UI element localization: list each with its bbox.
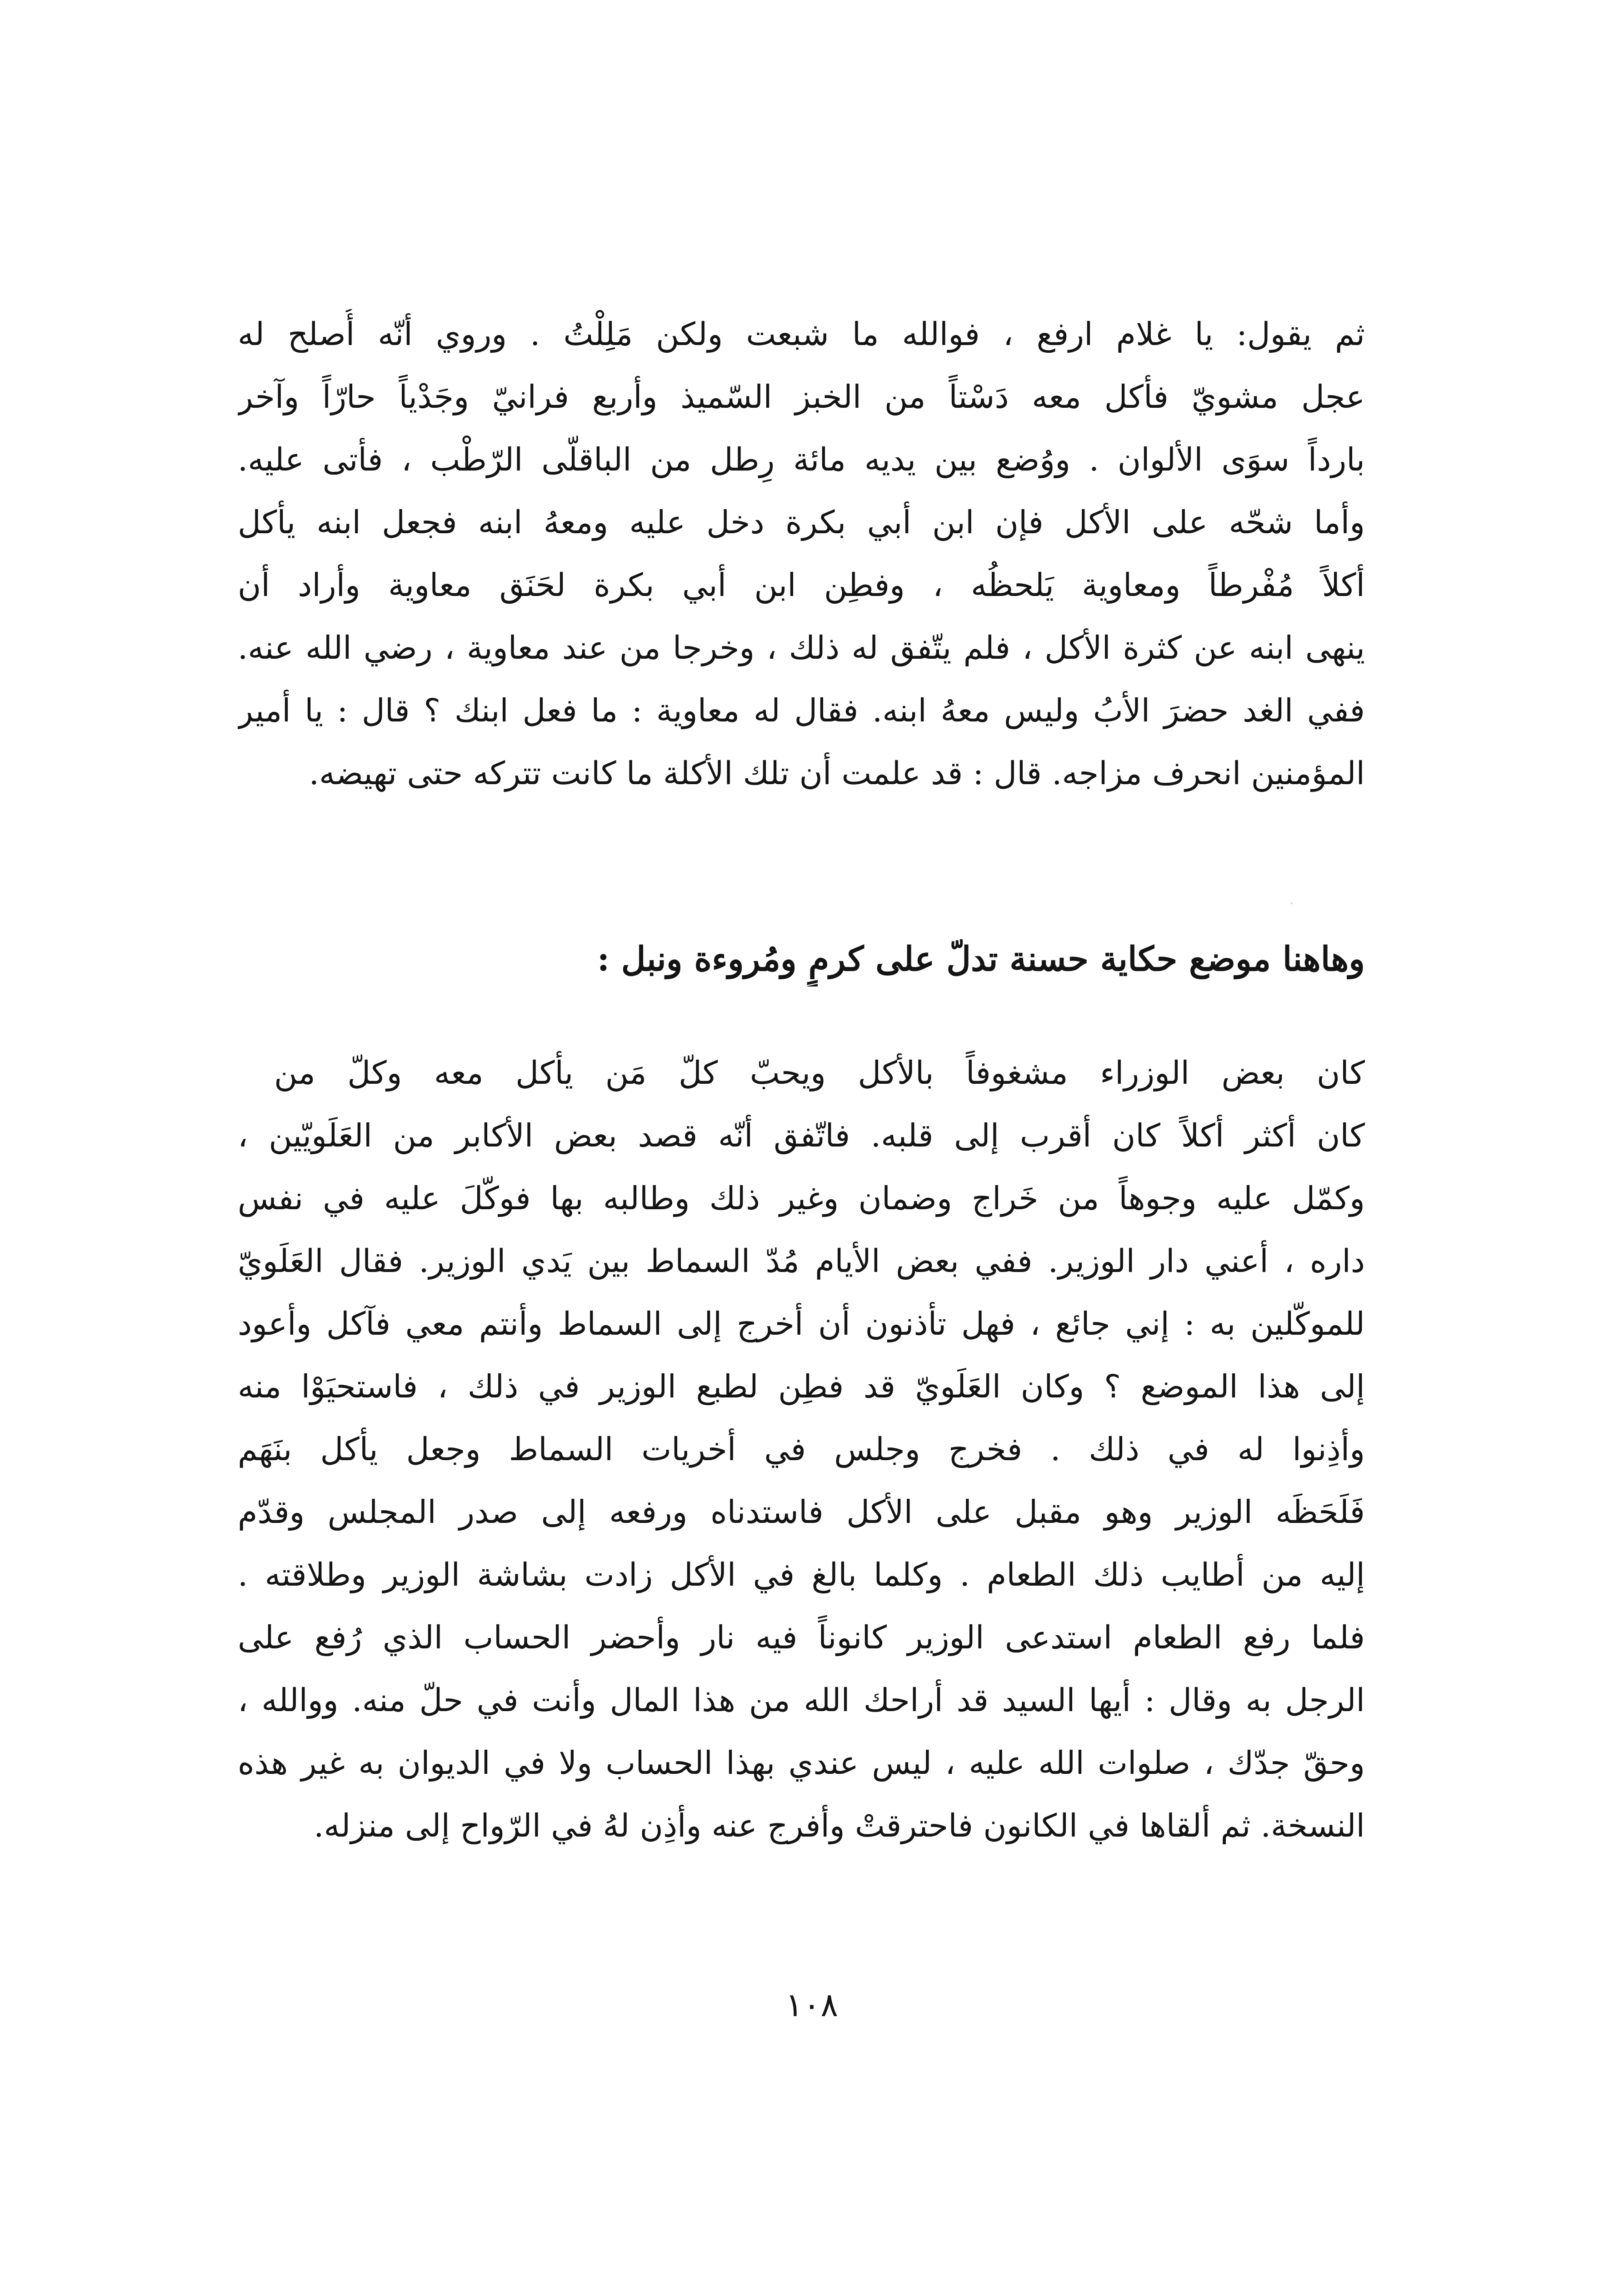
text-line: فلما رفع الطعام استدعى الوزير كانوناً فيه نار وأحضر الحساب الذي رُفع على [238, 1619, 1365, 1656]
text-line: وحقّ جدّك ، صلوات الله عليه ، ليس عندي بهذا الحساب ولا في الديوان به غير هذه [238, 1744, 1365, 1782]
text-line: إلى هذا الموضع ؟ وكان العَلَويّ قد فطِن لطبع الوزير في ذلك ، فاستحيَوْا منه [238, 1368, 1365, 1405]
text-line: بارداً سوَى الألوان . ووُضع بين يديه مائة رِطل من الباقلّى الرّطْب ، فأتى عليه. [238, 441, 1365, 478]
text-line: ففي الغد حضرَ الأبُ وليس معهُ ابنه. فقال له معاوية : ما فعل ابنك ؟ قال : يا أمير [238, 692, 1365, 729]
text-line: فَلَحَظَه الوزير وهو مقبل على الأكل فاستدناه ورفعه إلى صدر المجلس وقدّم [238, 1493, 1365, 1531]
page-number: ١٠٨ [785, 1986, 838, 2024]
text-line: وأذِنوا له في ذلك . فخرج وجلس في أخريات السماط وجعل يأكل بنَهَم [238, 1431, 1365, 1468]
margin-mark [1291, 902, 1293, 904]
text-line: الرجل به وقال : أيها السيد قد أراحك الله من هذا المال وأنت في حلّ منه. ووالله ، [238, 1682, 1365, 1719]
text-line: النسخة. ثم ألقاها في الكانون فاحترقتْ وأفرج عنه وأذِن لهُ في الرّواح إلى منزله. [314, 1807, 1365, 1844]
text-line: وكمّل عليه وجوهاً من خَراج وضمان وغير ذلك وطالبه بها فوكّلَ عليه في نفس [238, 1180, 1365, 1217]
text-line: عجل مشويّ فأكل معه دَسْتاً من الخبز السّميذ وأربع فرانيّ وجَدْياً حارّاً وآخر [238, 378, 1365, 416]
text-line: داره ، أعني دار الوزير. ففي بعض الأيام مُدّ السماط بين يَدي الوزير. فقال العَلَويّ [238, 1242, 1365, 1280]
text-line: كان أكثر أكلاً كان أقرب إلى قلبه. فاتّفق أنّه قصد بعض الأكابر من العَلَويّين ، [238, 1117, 1365, 1154]
text-line: كان بعض الوزراء مشغوفاً بالأكل ويحبّ كلّ مَن يأكل معه وكلّ من [274, 1054, 1365, 1091]
text-line: وأما شحّه على الأكل فإن ابن أبي بكرة دخل عليه ومعهُ ابنه فجعل ابنه يأكل [238, 504, 1365, 541]
text-line: إليه من أطايب ذلك الطعام . وكلما بالغ في الأكل زادت بشاشة الوزير وطلاقته . [238, 1556, 1365, 1593]
text-line: ينهى ابنه عن كثرة الأكل ، فلم يتّفق له ذلك ، وخرجا من عند معاوية ، رضي الله عنه. [238, 629, 1365, 666]
text-line: ثم يقول: يا غلام ارفع ، فوالله ما شبعت ولكن مَلِلْتُ . وروي أنّه أُصلح له [238, 315, 1365, 353]
section-heading: وهاهنا موضع حكاية حسنة تدلّ على كرمٍ ومُروءة ونبل : [597, 940, 1365, 979]
text-line: المؤمنين انحرف مزاجه. قال : قد علمت أن تلك الأكلة ما كانت تتركه حتى تهيضه. [309, 755, 1365, 792]
text-line: للموكّلين به : إني جائع ، فهل تأذنون أن أخرج إلى السماط وأنتم معي فآكل وأعود [238, 1305, 1365, 1342]
text-line: أكلاً مُفْرطاً ومعاوية يَلحظُه ، وفطِن ابن أبي بكرة لحَنَق معاوية وأراد أن [238, 566, 1365, 604]
